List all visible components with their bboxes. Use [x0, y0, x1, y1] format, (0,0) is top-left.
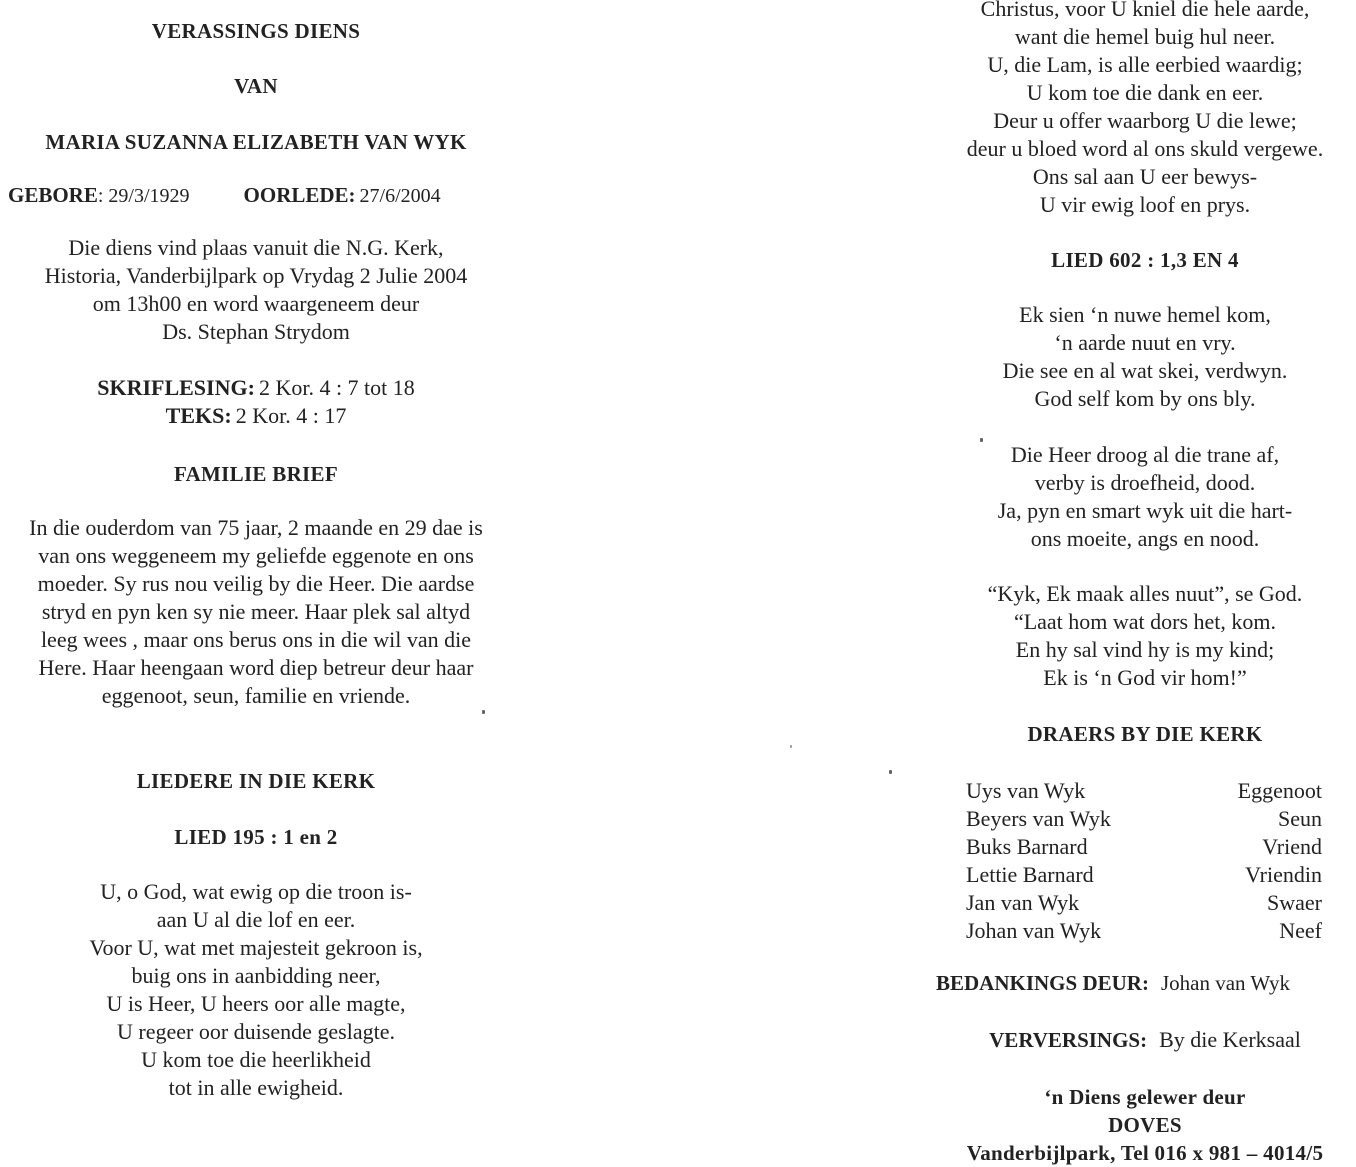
bearer-relation: Vriendin	[1245, 862, 1322, 887]
family-line: moeder. Sy rus nou veilig by die Heer. Die aardse	[37, 571, 475, 596]
song1-verse2	[940, 0, 1350, 219]
bearer-row	[940, 805, 1350, 833]
song-line: Die see en al wat skei, verdwyn.	[1002, 358, 1288, 383]
song1-verse1	[0, 878, 512, 1102]
paper-speck	[790, 745, 792, 748]
family-line: leeg wees , maar ons berus ons in die wil van die	[40, 627, 472, 652]
bearer-relation: Seun	[1278, 806, 1322, 831]
song-line: Christus, voor U kniel die hele aarde,	[980, 0, 1310, 21]
thanks-label: BEDANKINGS DEUR:	[936, 971, 1149, 995]
family-line: In die ouderdom van 75 jaar, 2 maande en 29 dae is	[29, 515, 483, 540]
song-line: U is Heer, U heers oor alle magte,	[106, 991, 406, 1016]
family-line: stryd en pyn ken sy nie meer. Haar plek sal altyd	[41, 599, 471, 624]
bearer-row	[940, 777, 1350, 805]
song-line: U, o God, wat ewig op die troon is-	[100, 879, 412, 904]
service-title: VERASSINGS DIENS	[151, 19, 361, 43]
born-value: : 29/3/1929	[97, 185, 190, 207]
song-line: buig ons in aanbidding neer,	[131, 963, 381, 988]
deceased-name: MARIA SUZANNA ELIZABETH VAN WYK	[45, 130, 467, 154]
bearers-heading: DRAERS BY DIE KERK	[1027, 722, 1263, 746]
service-details	[0, 234, 512, 346]
song-line: “Kyk, Ek maak alles nuut”, se God.	[987, 581, 1303, 606]
text-value: 2 Kor. 4 : 17	[235, 403, 347, 428]
service-line: om 13h00 en word waargeneem deur	[92, 291, 420, 316]
reading-value: 2 Kor. 4 : 7 tot 18	[258, 375, 415, 400]
song-line: U kom toe die heerlikheid	[141, 1047, 371, 1072]
bearer-name: Johan van Wyk	[966, 918, 1102, 943]
text-label: TEKS:	[165, 403, 232, 428]
bearer-row	[940, 889, 1350, 917]
family-line: Here. Haar heengaan word diep betreur deur haar	[38, 655, 474, 680]
van-label: VAN	[234, 74, 278, 98]
song-line: U regeer oor duisende geslagte.	[117, 1019, 395, 1044]
song-line: En hy sal vind hy is my kind;	[1015, 637, 1275, 662]
song-line: want die hemel buig hul neer.	[1014, 24, 1276, 49]
song-line: Ek is ‘n God vir hom!”	[1043, 665, 1247, 690]
song-line: ons moeite, angs en nood.	[1030, 526, 1260, 551]
footer-service-by: ‘n Diens gelewer deur	[1044, 1085, 1246, 1109]
bearer-relation: Eggenoot	[1237, 778, 1322, 803]
service-line: Ds. Stephan Strydom	[162, 319, 350, 344]
song-line: verby is droefheid, dood.	[1034, 470, 1256, 495]
song2-heading: LIED 602 : 1,3 EN 4	[1051, 248, 1239, 272]
songs-heading: LIEDERE IN DIE KERK	[136, 769, 376, 793]
song2-verse3	[940, 580, 1350, 692]
bearer-relation: Vriend	[1262, 834, 1322, 859]
reading-label: SKRIFLESING:	[97, 375, 255, 400]
paper-speck	[482, 710, 485, 714]
song-line: Ons sal aan U eer bewys-	[1032, 164, 1258, 189]
song2-verse1	[940, 301, 1350, 413]
family-heading: FAMILIE BRIEF	[174, 462, 338, 486]
paper-speck	[889, 770, 892, 774]
song2-verse2	[940, 441, 1350, 553]
bearer-name: Beyers van Wyk	[966, 806, 1111, 831]
song-line: Deur u offer waarborg U die lewe;	[993, 108, 1297, 133]
song-line: Ja, pyn en smart wyk uit die hart-	[997, 498, 1293, 523]
family-letter	[0, 514, 512, 710]
refreshments-value: By die Kerksaal	[1159, 1027, 1301, 1052]
bearers-list	[940, 777, 1350, 945]
bearer-row	[940, 861, 1350, 889]
song-line: Ek sien ‘n nuwe hemel kom,	[1019, 302, 1271, 327]
song-line: “Laat hom wat dors het, kom.	[1013, 609, 1277, 634]
song-line: U vir ewig loof en prys.	[1039, 192, 1251, 217]
song-line: U, die Lam, is alle eerbied waardig;	[987, 52, 1303, 77]
song-line: ‘n aarde nuut en vry.	[1054, 330, 1236, 355]
born-label: GEBORE	[8, 183, 98, 207]
thanks-value: Johan van Wyk	[1160, 971, 1290, 995]
song-line: Die Heer droog al die trane af,	[1010, 442, 1280, 467]
dates-line	[8, 183, 512, 208]
bearer-name: Buks Barnard	[966, 834, 1088, 859]
song-line: Voor U, wat met majesteit gekroon is,	[89, 935, 423, 960]
song-line: God self kom by ons bly.	[1034, 386, 1256, 411]
died-label: OORLEDE:	[243, 183, 356, 207]
text-line	[0, 403, 512, 429]
song1-heading: LIED 195 : 1 en 2	[174, 825, 338, 849]
refreshments-label: VERVERSINGS:	[989, 1028, 1148, 1052]
paper-speck	[980, 438, 983, 442]
bearer-name: Lettie Barnard	[966, 862, 1094, 887]
family-line: van ons weggeneem my geliefde eggenote en ons	[38, 543, 474, 568]
thanks-line	[936, 971, 1350, 996]
bearer-row	[940, 833, 1350, 861]
bearer-name: Jan van Wyk	[966, 890, 1080, 915]
reading-line	[0, 375, 512, 401]
died-value: 27/6/2004	[359, 185, 441, 207]
song-line: U kom toe die dank en eer.	[1026, 80, 1264, 105]
family-line: eggenoot, seun, familie en vriende.	[101, 683, 411, 708]
song-line: tot in alle ewigheid.	[168, 1075, 344, 1100]
refreshments-line	[940, 1027, 1350, 1053]
song-line: aan U al die lof en eer.	[156, 907, 356, 932]
bearer-name: Uys van Wyk	[966, 778, 1086, 803]
footer-contact: Vanderbijlpark, Tel 016 x 981 – 4014/5	[966, 1141, 1324, 1165]
bearer-relation: Neef	[1279, 918, 1322, 943]
bearer-relation: Swaer	[1267, 890, 1322, 915]
service-line: Die diens vind plaas vanuit die N.G. Kerk,	[68, 235, 444, 260]
service-line: Historia, Vanderbijlpark op Vrydag 2 Julie 2004	[44, 263, 468, 288]
song-line: deur u bloed word al ons skuld vergewe.	[966, 136, 1324, 161]
footer-company: DOVES	[1108, 1113, 1182, 1137]
bearer-row	[940, 917, 1350, 945]
